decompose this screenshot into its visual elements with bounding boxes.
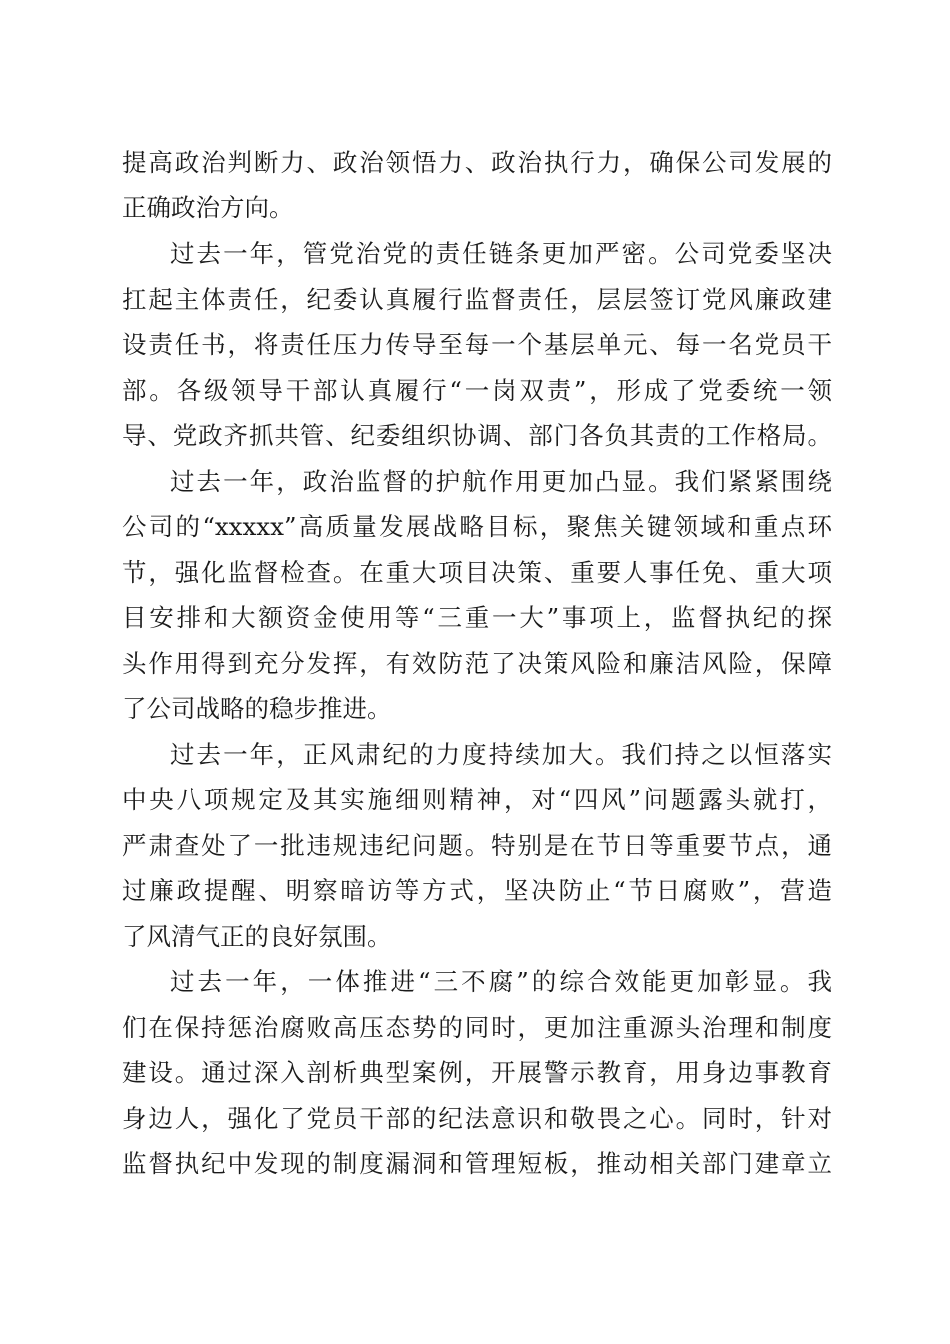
text-line: 头作用得到充分发挥，有效防范了决策风险和廉洁风险，保障 [122, 649, 832, 678]
text-line: 建设。通过深入剖析典型案例，开展警示教育，用身边事教育 [122, 1058, 832, 1087]
paragraph-first-line: 过去一年，正风肃纪的力度持续加大。我们持之以恒落实 [170, 740, 832, 769]
paragraph-first-line: 过去一年，一体推进“三不腐”的综合效能更加彰显。我 [170, 967, 832, 996]
text-line: 了风清气正的良好氛围。 [122, 922, 392, 951]
text-line: 严肃查处了一批违规违纪问题。特别是在节日等重要节点，通 [122, 831, 832, 860]
text-line: 监督执纪中发现的制度漏洞和管理短板，推动相关部门建章立 [122, 1149, 832, 1178]
text-line: 过廉政提醒、明察暗访等方式，坚决防止“节日腐败”，营造 [122, 876, 832, 905]
text-line: 节，强化监督检查。在重大项目决策、重要人事任免、重大项 [122, 558, 832, 587]
text-line: 设责任书，将责任压力传导至每一个基层单元、每一名党员干 [122, 330, 832, 359]
text-line: 提高政治判断力、政治领悟力、政治执行力，确保公司发展的 [122, 148, 832, 177]
text-line: 身边人，强化了党员干部的纪法意识和敬畏之心。同时，针对 [122, 1104, 832, 1133]
text-line: 导、党政齐抓共管、纪委组织协调、部门各负其责的工作格局。 [122, 421, 832, 450]
text-line: 中央八项规定及其实施细则精神，对“四风”问题露头就打， [122, 785, 832, 814]
text-line: 目安排和大额资金使用等“三重一大”事项上，监督执纪的探 [122, 603, 832, 632]
text-line: 部。各级领导干部认真履行“一岗双责”，形成了党委统一领 [122, 376, 832, 405]
paragraph-first-line: 过去一年，政治监督的护航作用更加凸显。我们紧紧围绕 [170, 467, 832, 496]
text-line: 正确政治方向。 [122, 193, 294, 222]
text-line: 了公司战略的稳步推进。 [122, 694, 392, 723]
text-line: 公司的“xxxxx”高质量发展战略目标，聚焦关键领域和重点环 [122, 512, 832, 541]
paragraph-first-line: 过去一年，管党治党的责任链条更加严密。公司党委坚决 [170, 239, 832, 268]
text-line: 们在保持惩治腐败高压态势的同时，更加注重源头治理和制度 [122, 1013, 832, 1042]
text-line: 扛起主体责任，纪委认真履行监督责任，层层签订党风廉政建 [122, 285, 832, 314]
